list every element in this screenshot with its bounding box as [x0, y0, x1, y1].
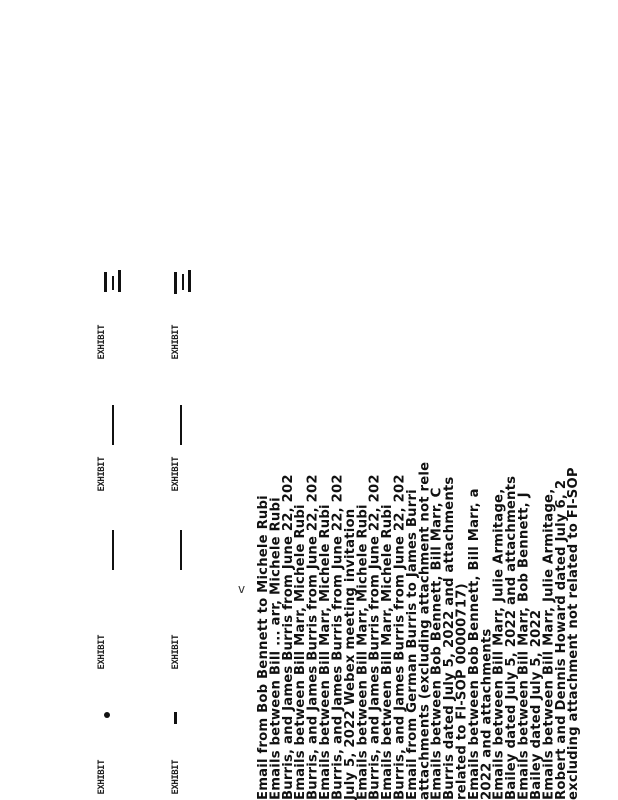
entry-line: Emails between Bill Marr, Bob Bennett, J — [516, 492, 532, 800]
exhibit-stub: EXHIBIT — [171, 635, 181, 670]
rule — [180, 530, 182, 570]
exhibit-stub: EXHIBIT — [171, 457, 181, 492]
rule — [182, 274, 184, 290]
entry-line: July 5, 2022 Webex meeting invitation — [342, 508, 358, 800]
rule — [174, 272, 177, 294]
entry-line: Emails between Bill Marr, Michele Rubi — [318, 504, 334, 800]
entry-list — [258, 258, 618, 800]
entry-line: Emails between Bob Bennett, Bill Marr, C — [429, 487, 445, 800]
exhibit-stub: EXHIBIT — [171, 760, 181, 795]
entry-line: Burris, and James Burris from June 22, 202 — [330, 474, 346, 800]
rule — [188, 270, 191, 292]
entry-line: Email from Bob Bennett to Michele Rubi — [256, 495, 271, 800]
rule — [174, 712, 177, 724]
entry-line: Burris, and James Burris from June 22, 202 — [392, 474, 408, 800]
exhibit-stub: EXHIBIT — [97, 325, 107, 360]
entry-line: Emails between Bill Marr, Michele Rubi — [355, 504, 371, 800]
entry-line: 2022 and attachments — [479, 628, 495, 800]
entry-list-rotated — [258, 258, 618, 800]
entry-line: Emails between Bill Marr, Julie Armitage, — [491, 488, 507, 800]
entry-line: attachments (excluding attachment not rele — [417, 461, 433, 800]
entry-line: Bailey dated July 5, 2022 and attachments — [504, 475, 520, 800]
bullet-dot — [104, 712, 110, 718]
entry-line: Robert and Dennis Howard dated July 6, 2 — [553, 479, 569, 800]
entry-line: Emails between Bill Marr, Julie Armitage, — [541, 488, 557, 800]
rule — [112, 276, 114, 290]
entry-line: Burris, and James Burris from June 22, 202 — [305, 474, 321, 800]
rule — [112, 405, 114, 445]
exhibit-stub: EXHIBIT — [97, 635, 107, 670]
entry-line: excluding attachment not related to FI-SOP — [566, 467, 582, 800]
rule — [104, 272, 107, 292]
rule — [112, 530, 114, 570]
rule — [118, 270, 121, 292]
check-mark: v — [238, 582, 246, 596]
entry-line: Burris dated July 5, 2022 and attachments — [442, 476, 458, 800]
entry-line: Emails between Bill Marr, Michele Rubi — [380, 504, 396, 800]
entry-line: related to Fl-SOP 00000717) — [454, 583, 470, 800]
entry-line: Email from German Burris to James Burri — [404, 489, 420, 800]
entry-line: Bailey dated July 5, 2022 — [528, 609, 544, 800]
entry-line: Burris, and James Burris from June 22, 202 — [367, 474, 383, 800]
entry-line: Emails between Bill Marr, Michele Rubi — [293, 504, 309, 800]
entry-line: Emails between Bob Bennett, Bill Marr, a — [466, 488, 482, 800]
exhibit-stub: EXHIBIT — [171, 325, 181, 360]
entry-line: Emails between Bill ... arr, Michele Rubi — [268, 497, 284, 800]
entry-line: Burris, and James Burris from June 22, 202 — [280, 474, 296, 800]
exhibit-stub: EXHIBIT — [97, 457, 107, 492]
exhibit-stub: EXHIBIT — [97, 760, 107, 795]
rule — [180, 405, 182, 445]
